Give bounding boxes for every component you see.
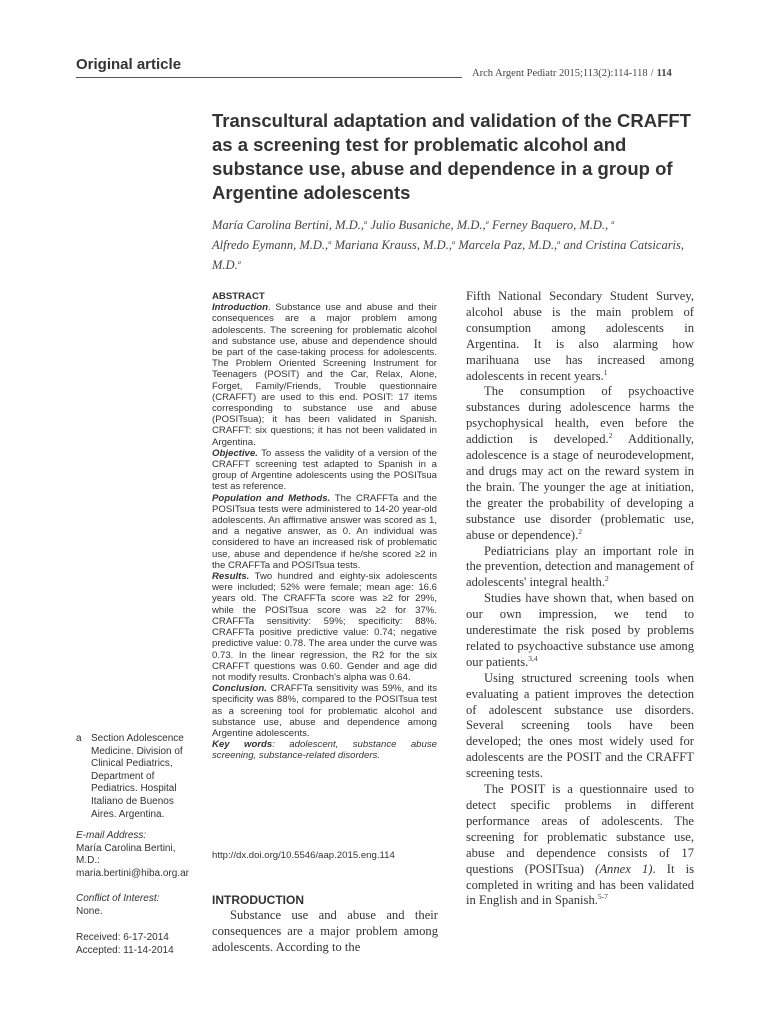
doi-link[interactable]: http://dx.doi.org/10.5546/aap.2015.eng.114 — [212, 850, 395, 861]
abstract-conclusion-text: CRAFFTa sensitivity was 59%, and its specificity was 88%, compared to the POSITsua test as a screening tool for problematic alcohol and substance use, abuse and dependence among Argentine adolescents. — [212, 683, 437, 739]
abstract-results-text: Two hundred and eighty-six adolescents were included; 52% were female; mean age: 16.6 years old. The CRAFFTa score was ≥2 for 29%, while the POSITsua score was ≥2 for 37%. CRAFFTa sensitivity: 59%; specificity: 88%. CRAFFTa positive predictive value: 0.74; negative predictive value: 0.78. The area under the curve was 0.73. In the linear regression, the R2 for the six CRAFFT questions was 0.60. Gender and age did not modify results. Cronbach's alpha was 0.64. — [212, 571, 437, 683]
citation-ref: 2 — [578, 526, 582, 536]
abstract-methods-label: Population and Methods. — [212, 492, 331, 504]
abstract-keywords — [212, 739, 437, 761]
abstract-objective-label: Objective. — [212, 447, 258, 459]
abstract-conclusion-label: Conclusion. — [212, 683, 267, 695]
page-number: 114 — [656, 68, 672, 79]
accepted-date: Accepted: 11-14-2014 — [76, 944, 174, 956]
author-affiliation-mark: a — [485, 219, 489, 226]
body-paragraph — [466, 544, 694, 592]
body-text: Studies have shown that, when based on our own impression, we tend to underestimate the risk posed by problems related to psychoactive substance use among our patients. — [466, 591, 694, 669]
body-text: . It is completed in writing and has been validated in English and in Spanish. — [466, 861, 694, 908]
citation-ref: 5-7 — [597, 892, 608, 902]
body-paragraph — [466, 591, 694, 671]
abstract-introduction — [212, 302, 437, 448]
body-column — [466, 289, 694, 909]
citation-ref: 1 — [603, 367, 608, 377]
author-affiliation-mark: a — [451, 239, 456, 247]
author-affiliation-mark: a — [328, 239, 332, 247]
citation-ref: 2 — [608, 430, 613, 440]
header-separator: / — [650, 68, 654, 79]
annex-reference[interactable]: (Annex 1) — [595, 861, 653, 876]
affiliation-text: Section Adolescence Medicine. Division of Clinical Pediatrics, Department of Pediatrics. Hospital Italiano de Buenos Aires. Argentina. — [91, 733, 184, 820]
citation-ref: 3,4 — [528, 653, 538, 663]
body-paragraph — [466, 782, 694, 909]
author-name: Mariana Krauss, M.D., — [331, 238, 452, 253]
body-text: Pediatricians play an important role in the prevention, detection and management of adolescents' integral health. — [466, 543, 694, 590]
journal-citation: Arch Argent Pediatr 2015;113(2):114-118 — [472, 68, 648, 79]
body-paragraph — [466, 384, 694, 543]
author-name: María Carolina Bertini, M.D., — [212, 218, 364, 233]
body-paragraph: Using structured screening tools when evaluating a patient improves the detection of adolescent substance use disorders. Several screening tools have been developed; the ones most widely used for adolescents are the POSIT and the CRAFFT screening tests. — [466, 670, 694, 781]
abstract-objective-text: To assess the validity of a version of the CRAFFT screening test adapted to Spanish in a group of Argentine adolescents using the POSITsua test as reference. — [212, 447, 437, 493]
email-label: E-mail Address: — [76, 830, 147, 841]
author-affiliation-mark: a — [363, 219, 368, 226]
introduction-heading: INTRODUCTION — [212, 893, 304, 907]
author-affiliation-mark: a — [557, 239, 561, 247]
running-header — [472, 68, 672, 79]
author-name: Ferney Baquero, M.D., — [488, 218, 612, 233]
abstract-objective — [212, 448, 437, 493]
body-paragraph — [466, 289, 694, 384]
dates-block — [76, 932, 201, 957]
abstract-methods-text: The CRAFFTa and the POSITsua tests were administered to 14-20 year-old adolescents. An affirmative answer was scored as 1, and a negative answer, as 0. An individual was considered to have an increased risk of problematic use, abuse and dependence if he/she scored ≥2 in the CRAFFTa and POSITsua tests. — [212, 492, 437, 571]
abstract-heading: ABSTRACT — [212, 291, 265, 302]
abstract-conclusion — [212, 683, 437, 739]
conflict-block — [76, 893, 201, 918]
author-name: Julio Busaniche, M.D., — [367, 218, 486, 233]
body-text: Fifth National Secondary Student Survey, alcohol abuse is the main problem of consumption among adolescents in Argentina. It is also alarming how marihuana use has increased among adolescents in recent years. — [466, 289, 694, 383]
article-title: Transcultural adaptation and validation of the CRAFFT as a screening test for problematic alcohol and substance use, abuse and dependence in a group of Argentine adolescents — [212, 110, 691, 203]
citation-ref: 2 — [605, 574, 609, 584]
affiliation-mark: a — [76, 733, 82, 744]
author-name: and Cristina Catsicaris, M.D. — [212, 238, 685, 273]
keywords-text: : adolescent, substance abuse screening, substance-related disorders. — [212, 739, 437, 762]
author-affiliation-mark: a — [611, 219, 615, 226]
author-name: Marcela Paz, M.D., — [455, 238, 558, 253]
keywords-label: Key words — [212, 739, 273, 751]
section-label: Original article — [76, 56, 182, 73]
abstract-methods — [212, 493, 437, 571]
abstract-introduction-text: . Substance use and abuse and their consequences are a major problem among adolescents. The screening for problematic alcohol and substance use, abuse and dependence should be part of the case-taking process for adolescents. The Problem Oriented Screening Instrument for Teenagers (POSIT) and the Car, Relax, Alone, Forget, Family/Friends, Trouble questionnaire (CRAFFT) are used to this end. POSIT: 17 items corresponding to substance use and abuse (POSITsua); it has been validated in Spanish. CRAFFT: six questions; it has not been validated in Argentina. — [212, 302, 437, 448]
author-list — [212, 214, 692, 274]
author-affiliation-mark: a — [237, 259, 241, 267]
abstract-results — [212, 571, 437, 683]
body-text: The POSIT is a questionnaire used to detect specific problems in different performance areas of adolescents. The screening for problematic substance use, abuse and dependence consists of 17 questions (POSITsua) — [466, 782, 694, 876]
header-rule — [76, 77, 462, 78]
body-text: Additionally, adolescence is a stage of neurodevelopment, and drugs may act on the reward system in the brain. The younger the age at initiation, the greater the probability of developing a substance use disorder (problematic use, abuse or dependence). — [466, 432, 694, 542]
introduction-text: Substance use and abuse and their consequences are a major problem among adolescents. According to the — [212, 908, 438, 954]
conflict-value: None. — [76, 905, 103, 917]
abstract — [212, 291, 437, 762]
author-name: Alfredo Eymann, M.D., — [212, 238, 329, 253]
affiliation-note — [76, 733, 196, 821]
email-block — [76, 830, 201, 880]
received-date: Received: 6-17-2014 — [76, 932, 169, 943]
email-value[interactable]: María Carolina Bertini, M.D.: maria.bertini@hiba.org.ar — [76, 842, 189, 879]
conflict-label: Conflict of Interest: — [76, 893, 160, 904]
body-text: The consumption of psychoactive substances during adolescence harms the psychophysical health, even before the addiction is developed. — [466, 384, 694, 447]
abstract-introduction-label: Introduction — [212, 302, 268, 314]
abstract-results-label: Results. — [212, 571, 250, 583]
